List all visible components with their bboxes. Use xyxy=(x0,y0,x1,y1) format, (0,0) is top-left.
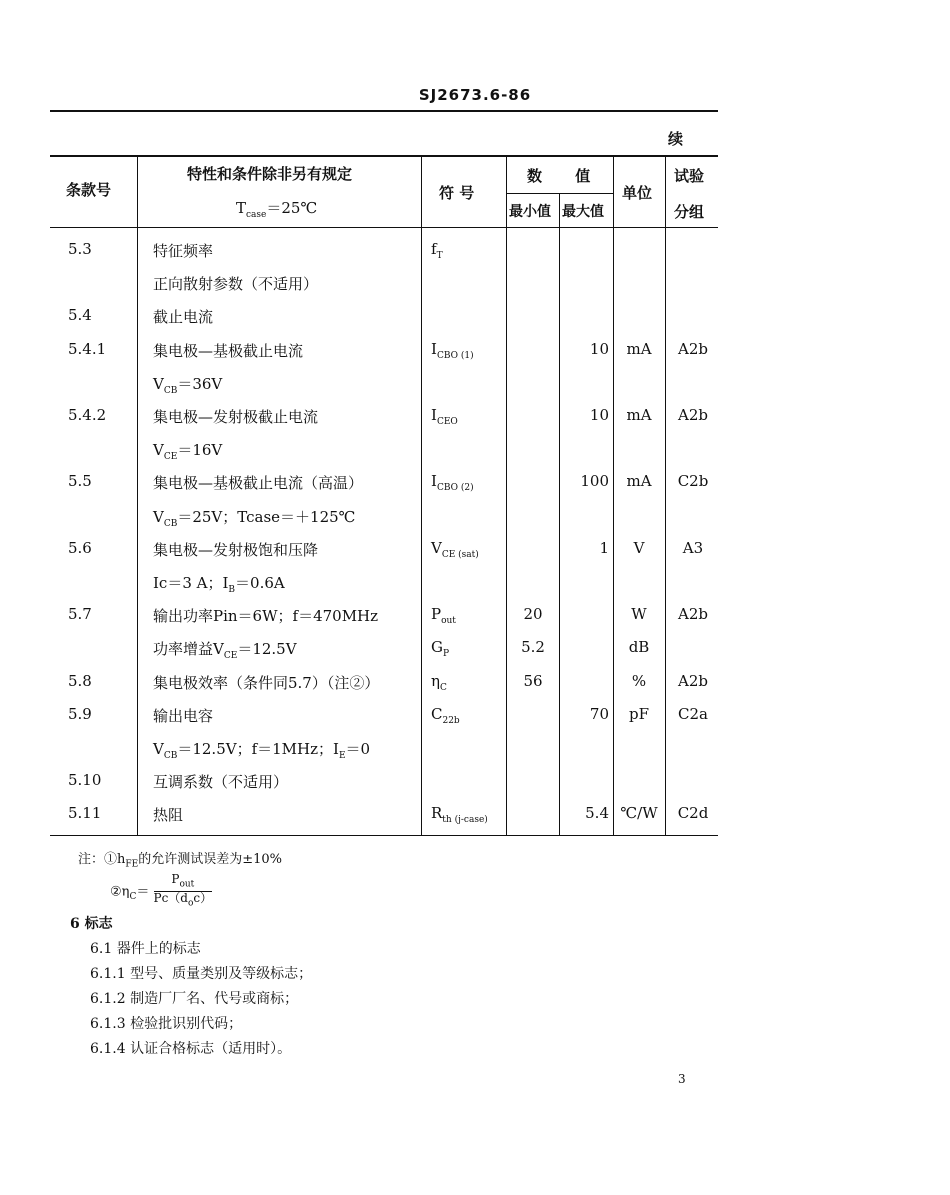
clause-number: 5.8 xyxy=(68,671,92,690)
unit: mA xyxy=(626,339,652,358)
unit: mA xyxy=(626,472,652,491)
symbol: $C_{22b}$ xyxy=(431,704,460,726)
unit: mA xyxy=(626,406,652,424)
col-divider xyxy=(137,155,138,835)
efficiency-fraction: $\frac{P_{out}}{Pc(d_oc)}$ xyxy=(153,872,213,909)
section-item: 6.1.3 检验批识别代码； xyxy=(90,1016,243,1032)
test-group: C2b xyxy=(677,472,709,491)
header-condition: 特性和条件除非另有规定 xyxy=(187,165,353,183)
max-value: 5.4 xyxy=(585,804,609,823)
symbol: $I_{CEO}$ xyxy=(431,406,458,427)
min-value: 56 xyxy=(523,671,543,690)
max-value: 70 xyxy=(589,704,609,723)
unit: W xyxy=(631,605,647,624)
section-title: 6 标志 xyxy=(70,916,113,932)
condition-text: 集电极—发射极截止电流 xyxy=(153,408,319,426)
condition-text: 功率增益$V_{CE}=12.5V$ xyxy=(153,640,297,662)
max-value: 1 xyxy=(599,538,609,557)
header-group: 分组 xyxy=(674,203,705,221)
header-clause: 条款号 xyxy=(66,181,112,199)
symbol: $R_{th (j-case)}$ xyxy=(431,804,488,826)
header-bottom-rule xyxy=(50,227,718,228)
unit: V xyxy=(633,538,645,557)
document-code: SJ2673.6-86 xyxy=(418,86,532,104)
col-divider xyxy=(421,155,422,835)
clause-number: 5.9 xyxy=(68,704,92,723)
condition-text: 热阻 xyxy=(153,806,184,825)
spec-table xyxy=(50,155,718,835)
note-2: $②\eta_C=$ $\frac{P_{out}}{Pc(d_oc)}$ xyxy=(110,872,213,909)
clause-number: 5.7 xyxy=(68,605,92,624)
clause-number: 5.5 xyxy=(68,472,92,491)
table-top-rule xyxy=(50,155,718,157)
min-value: 5.2 xyxy=(521,638,545,657)
condition-text: $V_{CE}=16V$ xyxy=(153,441,223,463)
test-group: A2b xyxy=(678,671,708,690)
condition-text: $V_{CB}=36V$ xyxy=(153,374,223,396)
header-group: 试验 xyxy=(674,167,705,185)
symbol: $V_{CE (sat)}$ xyxy=(431,538,479,560)
col-divider xyxy=(559,193,560,835)
condition-text: 正向散射参数（不适用） xyxy=(153,275,319,294)
symbol: $I_{CBO (1)}$ xyxy=(431,339,474,361)
col-divider xyxy=(506,155,507,835)
unit: % xyxy=(631,671,647,690)
max-value: 100 xyxy=(580,472,609,491)
section-item: 6.1.1 型号、质量类别及等级标志； xyxy=(90,966,313,982)
table-bottom-rule xyxy=(50,835,718,836)
section-item: 6.1.4 认证合格标志（适用时）。 xyxy=(90,1041,292,1057)
page-number: 3 xyxy=(678,1072,686,1086)
unit: dB xyxy=(628,638,650,657)
clause-number: 5.4.2 xyxy=(68,406,107,424)
header-value: 数 值 xyxy=(527,167,605,185)
condition-text: Ic＝3 A；$I_B=0.6A$ xyxy=(153,574,285,595)
header-min: 最小值 xyxy=(509,204,551,220)
clause-number: 5.3 xyxy=(68,240,92,258)
condition-text: 集电极—基极截止电流（高温） xyxy=(153,474,364,493)
header-max: 最大值 xyxy=(562,204,604,220)
header-condition-temp: $T_{case}=25℃$ xyxy=(236,199,318,220)
clause-number: 5.4 xyxy=(68,306,92,325)
note-1: 注：$①h_{FE}$的允许测试误差为±10% xyxy=(78,852,282,870)
condition-text: 互调系数（不适用） xyxy=(153,773,289,792)
col-divider xyxy=(613,155,614,835)
condition-text: 集电极—基极截止电流 xyxy=(153,341,304,360)
clause-number: 5.6 xyxy=(68,538,92,557)
clause-number: 5.11 xyxy=(68,804,102,823)
condition-text: 特征频率 xyxy=(153,242,214,260)
test-group: C2d xyxy=(677,804,709,823)
max-value: 10 xyxy=(589,406,609,424)
max-value: 10 xyxy=(589,339,609,358)
section-item: 6.1.2 制造厂厂名、代号或商标； xyxy=(90,991,299,1007)
symbol: $G_P$ xyxy=(431,638,450,660)
continued-label: 续 xyxy=(668,130,684,148)
symbol: $f_T$ xyxy=(431,240,443,261)
test-group: A2b xyxy=(678,339,708,358)
header-rule xyxy=(50,110,718,112)
condition-text: 输出电容 xyxy=(153,706,214,725)
condition-text: $V_{CB}=12.5V$；f＝1MHz；$I_E=0$ xyxy=(153,740,371,761)
test-group: A2b xyxy=(678,406,708,424)
clause-number: 5.10 xyxy=(68,771,102,790)
col-divider xyxy=(665,155,666,835)
test-group: C2a xyxy=(678,704,708,723)
condition-text: 集电极效率（条件同5.7）（注②） xyxy=(153,673,380,692)
clause-number: 5.4.1 xyxy=(68,339,107,358)
condition-text: 输出功率Pin＝6W；f＝470MHz xyxy=(153,607,379,626)
test-group: A2b xyxy=(678,605,708,624)
condition-text: 集电极—发射极饱和压降 xyxy=(153,540,319,559)
unit: ℃/W xyxy=(620,804,658,823)
symbol: $I_{CBO (2)}$ xyxy=(431,472,474,494)
condition-text: $V_{CB}=25V$；Tcase＝＋125℃ xyxy=(153,507,356,529)
condition-text: 截止电流 xyxy=(153,308,214,327)
unit: pF xyxy=(628,704,649,723)
section-item: 6.1 器件上的标志 xyxy=(90,941,201,957)
min-value: 20 xyxy=(523,605,543,624)
test-group: A3 xyxy=(682,538,704,557)
symbol: $P_{out}$ xyxy=(431,605,456,627)
symbol: $\eta_C$ xyxy=(431,671,447,693)
header-symbol: 符 号 xyxy=(439,184,475,202)
header-unit: 单位 xyxy=(622,184,653,202)
